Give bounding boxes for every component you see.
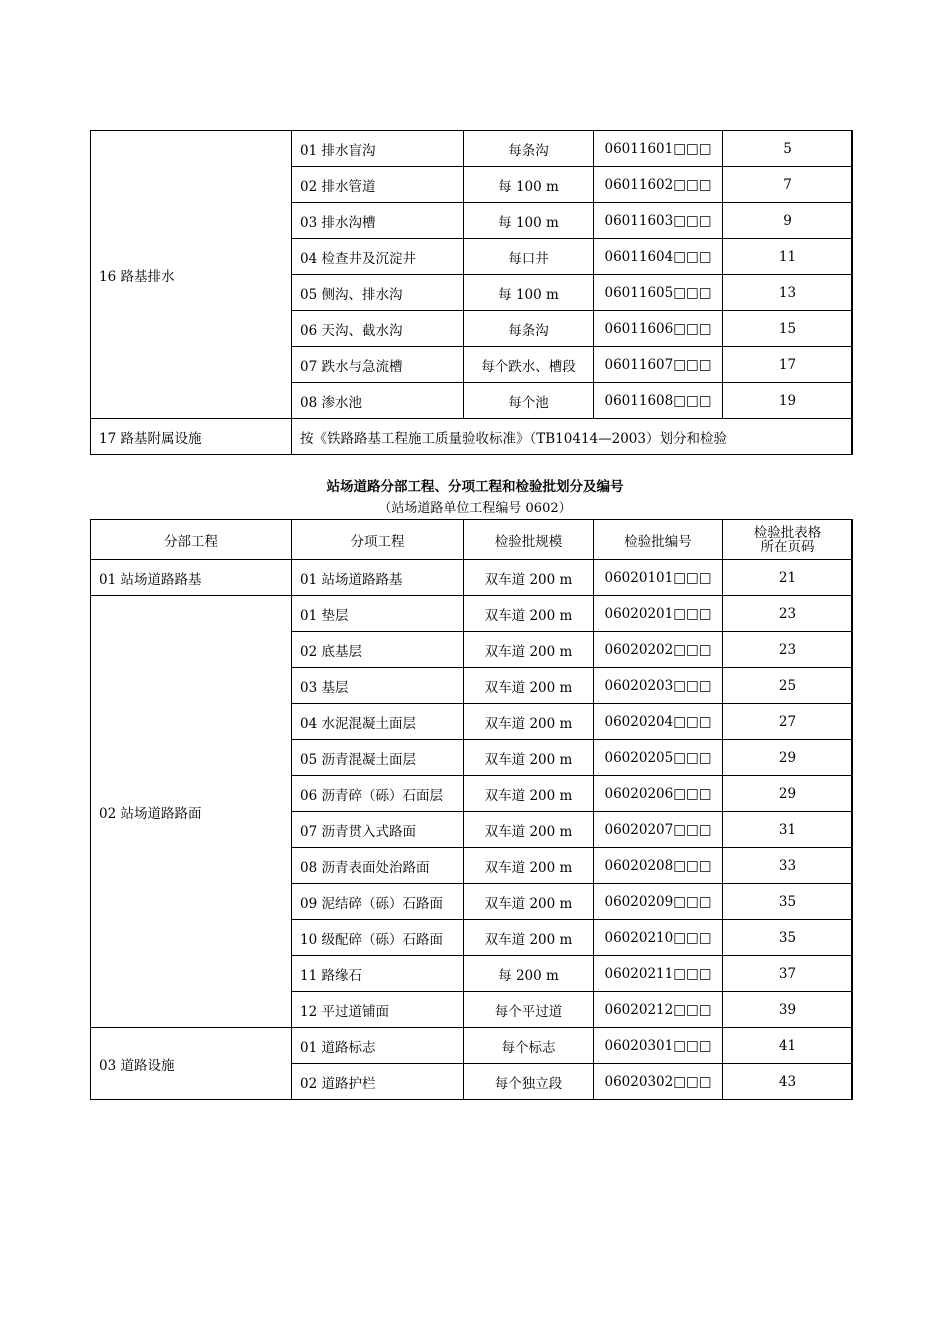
batch-code: 06011608□□□ xyxy=(594,383,723,419)
page-number: 31 xyxy=(723,812,853,848)
batch-code: 06020209□□□ xyxy=(594,884,723,920)
batch-scale: 每个标志 xyxy=(464,1028,594,1064)
division-03: 03 道路设施 xyxy=(91,1028,292,1100)
batch-code: 06011607□□□ xyxy=(594,347,723,383)
station-road-table xyxy=(90,519,853,1100)
batch-scale: 每个跌水、槽段 xyxy=(464,347,594,383)
batch-scale: 每条沟 xyxy=(464,131,594,167)
page-number: 33 xyxy=(723,848,853,884)
table-row xyxy=(91,560,853,596)
batch-scale: 双车道 200 m xyxy=(464,632,594,668)
batch-code: 06020206□□□ xyxy=(594,776,723,812)
item-name: 02 排水管道 xyxy=(292,167,464,203)
division-02: 02 站场道路路面 xyxy=(91,596,292,1028)
batch-code: 06020211□□□ xyxy=(594,956,723,992)
page-number: 23 xyxy=(723,596,853,632)
item-name: 08 渗水池 xyxy=(292,383,464,419)
batch-scale: 双车道 200 m xyxy=(464,560,594,596)
batch-scale: 双车道 200 m xyxy=(464,668,594,704)
batch-scale: 双车道 200 m xyxy=(464,776,594,812)
batch-scale: 双车道 200 m xyxy=(464,740,594,776)
page-number: 25 xyxy=(723,668,853,704)
item-name: 01 道路标志 xyxy=(292,1028,464,1064)
item-name: 01 排水盲沟 xyxy=(292,131,464,167)
batch-code: 06020210□□□ xyxy=(594,920,723,956)
subgrade-drainage-table xyxy=(90,130,853,455)
batch-scale: 每个平过道 xyxy=(464,992,594,1028)
item-name: 05 侧沟、排水沟 xyxy=(292,275,464,311)
header-row xyxy=(91,520,853,560)
page-number: 19 xyxy=(723,383,853,419)
section-subtitle: （站场道路单位工程编号 0602） xyxy=(378,501,572,516)
item-name: 07 跌水与急流槽 xyxy=(292,347,464,383)
batch-scale: 双车道 200 m xyxy=(464,920,594,956)
page-number: 39 xyxy=(723,992,853,1028)
page-number: 15 xyxy=(723,311,853,347)
batch-scale: 每条沟 xyxy=(464,311,594,347)
batch-code: 06020201□□□ xyxy=(594,596,723,632)
item-name: 04 检查井及沉淀井 xyxy=(292,239,464,275)
batch-code: 06020203□□□ xyxy=(594,668,723,704)
batch-code: 06020212□□□ xyxy=(594,992,723,1028)
item-name: 09 泥结碎（砾）石路面 xyxy=(292,884,464,920)
batch-scale: 每个池 xyxy=(464,383,594,419)
batch-code: 06020208□□□ xyxy=(594,848,723,884)
batch-code: 06011606□□□ xyxy=(594,311,723,347)
page-number: 35 xyxy=(723,884,853,920)
table-row xyxy=(91,1028,853,1064)
table-row xyxy=(91,131,853,167)
page-number: 41 xyxy=(723,1028,853,1064)
batch-scale: 双车道 200 m xyxy=(464,596,594,632)
item-name: 03 基层 xyxy=(292,668,464,704)
page-number: 29 xyxy=(723,776,853,812)
page-number: 17 xyxy=(723,347,853,383)
item-name: 01 垫层 xyxy=(292,596,464,632)
batch-code: 06020204□□□ xyxy=(594,704,723,740)
batch-scale: 每 100 m xyxy=(464,203,594,239)
batch-code: 06011604□□□ xyxy=(594,239,723,275)
batch-code: 06011603□□□ xyxy=(594,203,723,239)
batch-code: 06020302□□□ xyxy=(594,1064,723,1100)
header-scale: 检验批规模 xyxy=(464,520,594,560)
station-road-body xyxy=(91,560,853,1100)
batch-code: 06020202□□□ xyxy=(594,632,723,668)
batch-code: 06011601□□□ xyxy=(594,131,723,167)
batch-scale: 每口井 xyxy=(464,239,594,275)
page-number: 37 xyxy=(723,956,853,992)
batch-scale: 每 200 m xyxy=(464,956,594,992)
item-name: 06 沥青碎（砾）石面层 xyxy=(292,776,464,812)
item-name: 02 底基层 xyxy=(292,632,464,668)
page-number: 5 xyxy=(723,131,853,167)
batch-scale: 每 100 m xyxy=(464,275,594,311)
page-number: 11 xyxy=(723,239,853,275)
item-name: 02 道路护栏 xyxy=(292,1064,464,1100)
batch-code: 06020205□□□ xyxy=(594,740,723,776)
table-row xyxy=(91,419,853,455)
item-name: 07 沥青贯入式路面 xyxy=(292,812,464,848)
division-16: 16 路基排水 xyxy=(91,131,292,419)
header-page-line2: 所在页码 xyxy=(760,538,815,555)
item-name: 08 沥青表面处治路面 xyxy=(292,848,464,884)
header-page xyxy=(723,520,853,560)
page-number: 35 xyxy=(723,920,853,956)
division-17: 17 路基附属设施 xyxy=(91,419,292,455)
division-17-note: 按《铁路路基工程施工质量验收标准》（TB10414—2003）划分和检验 xyxy=(292,419,853,455)
batch-code: 06020301□□□ xyxy=(594,1028,723,1064)
page-number: 13 xyxy=(723,275,853,311)
batch-scale: 双车道 200 m xyxy=(464,848,594,884)
item-name: 10 级配碎（砾）石路面 xyxy=(292,920,464,956)
page-number: 7 xyxy=(723,167,853,203)
header-page-line1: 检验批表格 xyxy=(753,524,822,541)
page-number: 29 xyxy=(723,740,853,776)
subgrade-drainage-body xyxy=(91,131,853,455)
batch-code: 06011605□□□ xyxy=(594,275,723,311)
page-number: 43 xyxy=(723,1064,853,1100)
section-title: 站场道路分部工程、分项工程和检验批划分及编号 xyxy=(326,479,624,495)
header-code: 检验批编号 xyxy=(594,520,723,560)
batch-scale: 双车道 200 m xyxy=(464,884,594,920)
header-item: 分项工程 xyxy=(292,520,464,560)
page-number: 9 xyxy=(723,203,853,239)
table-row xyxy=(91,596,853,632)
page-number: 21 xyxy=(723,560,853,596)
item-name: 04 水泥混凝土面层 xyxy=(292,704,464,740)
header-division: 分部工程 xyxy=(91,520,292,560)
division-01: 01 站场道路路基 xyxy=(91,560,292,596)
batch-code: 06020101□□□ xyxy=(594,560,723,596)
batch-scale: 双车道 200 m xyxy=(464,812,594,848)
page-number: 23 xyxy=(723,632,853,668)
item-name: 11 路缘石 xyxy=(292,956,464,992)
batch-scale: 每个独立段 xyxy=(464,1064,594,1100)
item-name: 03 排水沟槽 xyxy=(292,203,464,239)
item-name: 06 天沟、截水沟 xyxy=(292,311,464,347)
item-name: 05 沥青混凝土面层 xyxy=(292,740,464,776)
item-name: 12 平过道铺面 xyxy=(292,992,464,1028)
page-number: 27 xyxy=(723,704,853,740)
batch-code: 06020207□□□ xyxy=(594,812,723,848)
item-name: 01 站场道路路基 xyxy=(292,560,464,596)
batch-scale: 双车道 200 m xyxy=(464,704,594,740)
batch-scale: 每 100 m xyxy=(464,167,594,203)
batch-code: 06011602□□□ xyxy=(594,167,723,203)
